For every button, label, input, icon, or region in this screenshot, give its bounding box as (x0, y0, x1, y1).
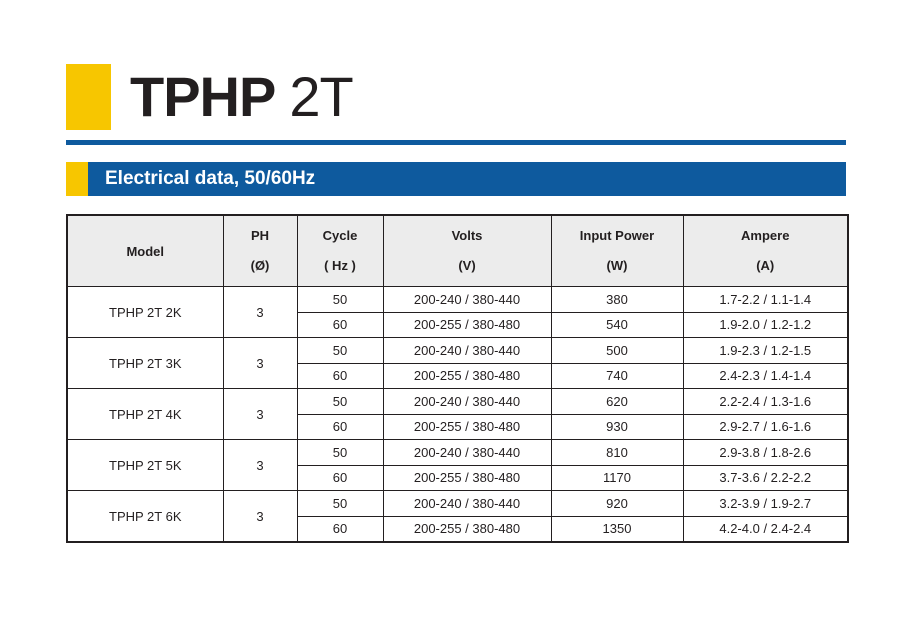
power-cell: 930 (551, 414, 683, 440)
section-title: Electrical data, 50/60Hz (105, 168, 316, 189)
cycle-cell: 60 (297, 363, 383, 389)
volts-cell: 200-255 / 380-480 (383, 414, 551, 440)
ampere-cell: 2.4-2.3 / 1.4-1.4 (683, 363, 848, 389)
ampere-cell: 4.2-4.0 / 2.4-2.4 (683, 516, 848, 542)
header-volts: Volts (V) (383, 215, 551, 287)
ph-cell: 3 (223, 440, 297, 491)
page-title (130, 64, 353, 130)
table-header-row (67, 215, 848, 287)
ph-cell: 3 (223, 287, 297, 338)
power-cell: 740 (551, 363, 683, 389)
header-input-power: Input Power (W) (551, 215, 683, 287)
cycle-cell: 50 (297, 287, 383, 313)
title-series: TPHP (130, 65, 276, 128)
model-cell: TPHP 2T 2K (67, 287, 223, 338)
model-cell: TPHP 2T 4K (67, 389, 223, 440)
ampere-cell: 3.2-3.9 / 1.9-2.7 (683, 491, 848, 517)
volts-cell: 200-240 / 380-440 (383, 491, 551, 517)
model-cell: TPHP 2T 6K (67, 491, 223, 543)
model-cell: TPHP 2T 3K (67, 338, 223, 389)
title-divider (66, 140, 846, 145)
volts-cell: 200-255 / 380-480 (383, 363, 551, 389)
model-cell: TPHP 2T 5K (67, 440, 223, 491)
power-cell: 1170 (551, 465, 683, 491)
cycle-cell: 50 (297, 338, 383, 364)
table-row (67, 389, 848, 415)
table-row (67, 440, 848, 466)
power-cell: 1350 (551, 516, 683, 542)
power-cell: 620 (551, 389, 683, 415)
cycle-cell: 50 (297, 491, 383, 517)
volts-cell: 200-240 / 380-440 (383, 440, 551, 466)
power-cell: 810 (551, 440, 683, 466)
volts-cell: 200-255 / 380-480 (383, 516, 551, 542)
ampere-cell: 3.7-3.6 / 2.2-2.2 (683, 465, 848, 491)
table-row (67, 338, 848, 364)
volts-cell: 200-240 / 380-440 (383, 287, 551, 313)
ampere-cell: 2.2-2.4 / 1.3-1.6 (683, 389, 848, 415)
cycle-cell: 50 (297, 389, 383, 415)
header-cycle: Cycle ( Hz ) (297, 215, 383, 287)
power-cell: 540 (551, 312, 683, 338)
volts-cell: 200-240 / 380-440 (383, 338, 551, 364)
volts-cell: 200-255 / 380-480 (383, 465, 551, 491)
ph-cell: 3 (223, 389, 297, 440)
power-cell: 920 (551, 491, 683, 517)
ampere-cell: 1.9-2.0 / 1.2-1.2 (683, 312, 848, 338)
header-ampere: Ampere (A) (683, 215, 848, 287)
table-row (67, 491, 848, 517)
header-ph: PH (Ø) (223, 215, 297, 287)
cycle-cell: 60 (297, 465, 383, 491)
volts-cell: 200-240 / 380-440 (383, 389, 551, 415)
power-cell: 500 (551, 338, 683, 364)
electrical-data-table (66, 214, 849, 543)
title-variant: 2T (289, 65, 353, 128)
table-row (67, 287, 848, 313)
title-accent-block (66, 64, 111, 130)
section-banner (66, 162, 846, 196)
cycle-cell: 60 (297, 414, 383, 440)
header-model: Model (67, 215, 223, 287)
power-cell: 380 (551, 287, 683, 313)
ampere-cell: 1.9-2.3 / 1.2-1.5 (683, 338, 848, 364)
ph-cell: 3 (223, 338, 297, 389)
ampere-cell: 1.7-2.2 / 1.1-1.4 (683, 287, 848, 313)
banner-accent-block (66, 162, 88, 196)
ampere-cell: 2.9-2.7 / 1.6-1.6 (683, 414, 848, 440)
cycle-cell: 50 (297, 440, 383, 466)
volts-cell: 200-255 / 380-480 (383, 312, 551, 338)
cycle-cell: 60 (297, 516, 383, 542)
ph-cell: 3 (223, 491, 297, 543)
cycle-cell: 60 (297, 312, 383, 338)
ampere-cell: 2.9-3.8 / 1.8-2.6 (683, 440, 848, 466)
